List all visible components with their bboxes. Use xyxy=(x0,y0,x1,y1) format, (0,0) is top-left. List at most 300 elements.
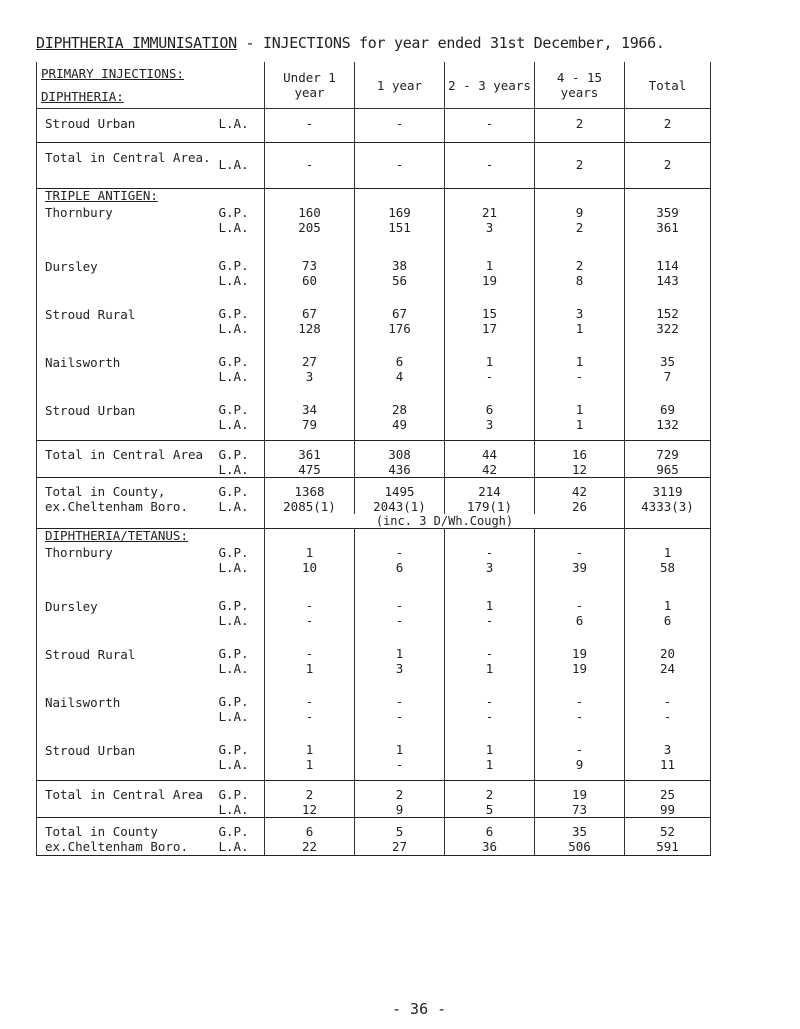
value-cell-gp: 6 xyxy=(485,824,494,839)
value-cell: - xyxy=(445,143,535,189)
value-cell-gp: 2 xyxy=(305,787,314,802)
value-cell xyxy=(535,733,625,781)
value-cell xyxy=(355,818,445,856)
area-cell xyxy=(37,529,217,589)
value-cell xyxy=(625,345,711,393)
value-cell-gp: 308 xyxy=(388,447,411,462)
triple-row xyxy=(37,249,711,297)
value-cell xyxy=(535,589,625,637)
value-cell-gp: 2 xyxy=(575,257,584,273)
value-cell xyxy=(265,781,355,818)
diphtheria-label: DIPHTHERIA: xyxy=(41,89,124,104)
value-cell-la: 151 xyxy=(388,220,411,235)
value-cell-gp: 152 xyxy=(656,305,679,321)
value-cell-gp: 67 xyxy=(301,305,318,321)
value-cell-gp: 52 xyxy=(659,824,676,839)
value-cell-gp: 1 xyxy=(485,257,494,273)
value-cell-gp: - xyxy=(395,597,404,613)
value-cell-la: 3 xyxy=(485,416,494,432)
value-cell xyxy=(625,685,711,733)
type-label-la: L.A. xyxy=(218,839,249,854)
value-cell-gp: - xyxy=(485,645,494,661)
value-cell-la: 591 xyxy=(656,839,679,854)
value-cell xyxy=(445,478,535,515)
type-label-la: L.A. xyxy=(218,320,249,336)
type-label-gp: G.P. xyxy=(218,824,249,839)
value-cell xyxy=(625,441,711,478)
value-cell-gp: 20 xyxy=(659,645,676,661)
value-cell-gp: - xyxy=(305,645,314,661)
type-label xyxy=(217,249,265,297)
value-cell xyxy=(355,297,445,345)
value-cell-gp: 160 xyxy=(298,205,321,220)
value-cell xyxy=(535,781,625,818)
value-cell-la: 1 xyxy=(485,660,494,676)
value-cell: - xyxy=(265,109,355,143)
type-label-gp: G.P. xyxy=(218,401,249,417)
value-cell-gp: - xyxy=(575,741,584,757)
value-cell: 2 xyxy=(535,109,625,143)
dt-row xyxy=(37,818,711,856)
value-cell-gp: - xyxy=(305,693,314,709)
area-cell xyxy=(37,345,217,393)
value-cell xyxy=(445,733,535,781)
area-cell xyxy=(37,685,217,733)
value-cell: 2 xyxy=(625,109,711,143)
value-cell-la: 8 xyxy=(575,272,584,288)
value-cell-gp: 3 xyxy=(663,741,672,757)
area-name: Dursley xyxy=(45,598,98,614)
dt-row xyxy=(37,589,711,637)
value-cell: 2 xyxy=(625,143,711,189)
value-cell-la: 99 xyxy=(659,802,676,817)
value-cell-gp: 44 xyxy=(481,447,498,462)
dt-row xyxy=(37,637,711,685)
value-cell-la: 1 xyxy=(305,660,314,676)
type-label-gp: G.P. xyxy=(218,741,249,757)
type-label: L.A. xyxy=(217,109,265,143)
value-cell-la: 60 xyxy=(301,272,318,288)
value-cell xyxy=(445,189,535,249)
area-cell xyxy=(37,637,217,685)
value-cell xyxy=(355,529,445,589)
type-label xyxy=(217,781,265,818)
value-cell xyxy=(535,297,625,345)
dt-row xyxy=(37,781,711,818)
value-cell-gp: 1368 xyxy=(294,484,325,499)
value-cell-gp: 1 xyxy=(575,353,584,369)
value-cell xyxy=(625,733,711,781)
value-cell-la: 3 xyxy=(395,660,404,676)
area-cell xyxy=(37,589,217,637)
type-label-gp: G.P. xyxy=(218,484,249,499)
value-cell-la: 1 xyxy=(305,756,314,772)
value-cell-la: 965 xyxy=(656,462,679,477)
col-2-3: 2 - 3 years xyxy=(445,62,535,109)
value-cell-la: 3 xyxy=(485,560,494,575)
area-name: Total in County ex.Cheltenham Boro. xyxy=(45,824,188,854)
value-cell-gp: - xyxy=(485,693,494,709)
value-cell-gp: 67 xyxy=(391,305,408,321)
value-cell xyxy=(445,685,535,733)
value-cell-gp: 1 xyxy=(575,401,584,417)
value-cell-la: 506 xyxy=(568,839,591,854)
value-cell-la: 2043(1) xyxy=(373,499,426,514)
value-cell-gp: 2 xyxy=(395,787,404,802)
area-cell xyxy=(37,297,217,345)
value-cell: - xyxy=(265,143,355,189)
value-cell-la: - xyxy=(305,708,314,724)
area-name: Stroud Rural xyxy=(45,646,136,662)
value-cell-gp: 1 xyxy=(395,741,404,757)
type-label-gp: G.P. xyxy=(218,645,249,661)
value-cell xyxy=(355,589,445,637)
value-cell xyxy=(625,393,711,441)
value-cell-la: 128 xyxy=(298,320,321,336)
triple-row xyxy=(37,345,711,393)
value-cell-la: - xyxy=(395,708,404,724)
value-cell-gp: 34 xyxy=(301,401,318,417)
type-label xyxy=(217,189,265,249)
value-cell-la: 56 xyxy=(391,272,408,288)
value-cell-gp: 6 xyxy=(305,824,314,839)
header-row xyxy=(37,62,711,109)
value-cell xyxy=(445,297,535,345)
value-cell-la: 132 xyxy=(656,416,679,432)
value-cell: - xyxy=(355,143,445,189)
triple-row xyxy=(37,441,711,478)
value-cell-la: - xyxy=(485,708,494,724)
diphtheria-row xyxy=(37,143,711,189)
value-cell xyxy=(625,189,711,249)
blank-cell xyxy=(217,514,265,529)
value-cell-la: 6 xyxy=(663,612,672,628)
value-cell-la: 12 xyxy=(571,462,588,477)
blank-cell xyxy=(37,514,217,529)
value-cell xyxy=(535,249,625,297)
area-cell xyxy=(37,781,217,818)
value-cell-la: - xyxy=(395,612,404,628)
type-label xyxy=(217,441,265,478)
value-cell-la: 36 xyxy=(481,839,498,854)
value-cell-la: 17 xyxy=(481,320,498,336)
type-label-la: L.A. xyxy=(218,462,249,477)
value-cell-la: 205 xyxy=(298,220,321,235)
dt-row xyxy=(37,529,711,589)
value-cell-gp: - xyxy=(575,545,584,560)
value-cell-la: - xyxy=(485,368,494,384)
value-cell-gp: 73 xyxy=(301,257,318,273)
immunisation-table xyxy=(36,62,711,856)
value-cell-gp: 214 xyxy=(478,484,501,499)
value-cell-gp: 359 xyxy=(656,205,679,220)
area-cell xyxy=(37,818,217,856)
value-cell-la: 58 xyxy=(659,560,676,575)
type-label-la: L.A. xyxy=(218,272,249,288)
value-cell-la: 179(1) xyxy=(466,499,513,514)
note-row xyxy=(37,514,711,529)
value-cell-la: 5 xyxy=(485,802,494,817)
value-cell xyxy=(535,637,625,685)
value-cell xyxy=(445,393,535,441)
value-cell-la: 24 xyxy=(659,660,676,676)
value-cell-la: 6 xyxy=(395,560,404,575)
col-total: Total xyxy=(625,62,711,109)
value-cell xyxy=(625,478,711,515)
value-cell xyxy=(445,345,535,393)
value-cell xyxy=(535,189,625,249)
type-label xyxy=(217,393,265,441)
value-cell-la: - xyxy=(305,612,314,628)
value-cell xyxy=(355,345,445,393)
value-cell-la: 9 xyxy=(575,756,584,772)
value-cell-la: 436 xyxy=(388,462,411,477)
value-cell xyxy=(265,685,355,733)
type-label-gp: G.P. xyxy=(218,353,249,369)
area-name: Total in County, ex.Cheltenham Boro. xyxy=(45,484,188,514)
area-name: Nailsworth xyxy=(45,694,121,710)
title-rest: - INJECTIONS for year ended 31st December, 1966. xyxy=(236,34,665,52)
value-cell-gp: 169 xyxy=(388,205,411,220)
type-label-gp: G.P. xyxy=(218,305,249,321)
type-label xyxy=(217,297,265,345)
value-cell-gp: 5 xyxy=(395,824,404,839)
value-cell-gp: 1495 xyxy=(384,484,415,499)
value-cell-la: 12 xyxy=(301,802,318,817)
col-4-15: 4 - 15 years xyxy=(535,62,625,109)
type-label-gp: G.P. xyxy=(218,257,249,273)
value-cell-gp: 1 xyxy=(663,597,672,613)
area-name: Thornbury xyxy=(45,205,113,220)
value-cell-gp: 25 xyxy=(659,787,676,802)
value-cell: - xyxy=(445,109,535,143)
type-label-la: L.A. xyxy=(218,802,249,817)
value-cell-la: 10 xyxy=(301,560,318,575)
value-cell-gp: 1 xyxy=(663,545,672,560)
value-cell-la: - xyxy=(663,708,672,724)
type-label-gp: G.P. xyxy=(218,447,249,462)
value-cell xyxy=(355,249,445,297)
type-label-la: L.A. xyxy=(218,560,249,575)
value-cell-gp: 6 xyxy=(485,401,494,417)
value-cell xyxy=(625,529,711,589)
value-cell-gp: - xyxy=(575,693,584,709)
type-label xyxy=(217,478,265,515)
document-title xyxy=(36,34,665,52)
value-cell-la: 6 xyxy=(575,612,584,628)
value-cell xyxy=(625,249,711,297)
diphtheria-row xyxy=(37,109,711,143)
value-cell-gp: 9 xyxy=(575,205,584,220)
value-cell-gp: - xyxy=(395,693,404,709)
area-cell xyxy=(37,249,217,297)
inclusion-note: (inc. 3 D/Wh.Cough) xyxy=(265,514,625,529)
type-label xyxy=(217,685,265,733)
value-cell-gp: 28 xyxy=(391,401,408,417)
value-cell-la: 4 xyxy=(395,368,404,384)
area-cell xyxy=(37,733,217,781)
value-cell xyxy=(445,249,535,297)
value-cell-la: - xyxy=(395,756,404,772)
type-label-gp: G.P. xyxy=(218,787,249,802)
value-cell-la: - xyxy=(575,368,584,384)
area-name: Total in Central Area xyxy=(45,787,204,802)
value-cell: - xyxy=(355,109,445,143)
triple-row xyxy=(37,393,711,441)
type-label-la: L.A. xyxy=(218,660,249,676)
type-label xyxy=(217,589,265,637)
value-cell xyxy=(445,529,535,589)
type-label-gp: G.P. xyxy=(218,205,249,220)
value-cell xyxy=(265,393,355,441)
value-cell xyxy=(625,818,711,856)
triple-section-heading: TRIPLE ANTIGEN: xyxy=(45,188,158,203)
value-cell-gp: 42 xyxy=(571,484,588,499)
value-cell-la: 2 xyxy=(575,220,584,235)
value-cell xyxy=(625,781,711,818)
value-cell xyxy=(355,685,445,733)
value-cell xyxy=(265,818,355,856)
value-cell-gp: - xyxy=(485,545,494,560)
value-cell-gp: 1 xyxy=(305,545,314,560)
value-cell xyxy=(355,189,445,249)
value-cell xyxy=(535,441,625,478)
value-cell xyxy=(265,637,355,685)
value-cell xyxy=(535,393,625,441)
area-name: Stroud Urban xyxy=(45,742,136,758)
value-cell xyxy=(445,589,535,637)
value-cell: 2 xyxy=(535,143,625,189)
value-cell-gp: 21 xyxy=(481,205,498,220)
value-cell-gp: 114 xyxy=(656,257,679,273)
type-label-la: L.A. xyxy=(218,416,249,432)
value-cell xyxy=(535,345,625,393)
dt-section-heading: DIPHTHERIA/TETANUS: xyxy=(45,528,188,543)
type-label-la: L.A. xyxy=(218,612,249,628)
value-cell-la: - xyxy=(575,708,584,724)
area-name: Total in Central Area. xyxy=(37,143,217,189)
value-cell-gp: 729 xyxy=(656,447,679,462)
type-label xyxy=(217,529,265,589)
area-name: Dursley xyxy=(45,258,98,274)
type-label-gp: G.P. xyxy=(218,597,249,613)
area-name: Nailsworth xyxy=(45,354,121,370)
value-cell-la: 79 xyxy=(301,416,318,432)
value-cell xyxy=(265,733,355,781)
value-cell-la: 2085(1) xyxy=(283,499,336,514)
value-cell-gp: 35 xyxy=(571,824,588,839)
value-cell xyxy=(265,297,355,345)
value-cell xyxy=(265,589,355,637)
value-cell-la: 143 xyxy=(656,272,679,288)
type-label xyxy=(217,818,265,856)
value-cell xyxy=(445,781,535,818)
area-cell xyxy=(37,393,217,441)
value-cell xyxy=(265,441,355,478)
value-cell xyxy=(625,589,711,637)
value-cell-gp: 2 xyxy=(485,787,494,802)
value-cell-la: 49 xyxy=(391,416,408,432)
value-cell xyxy=(355,393,445,441)
value-cell-la: 322 xyxy=(656,320,679,336)
value-cell-gp: 3 xyxy=(575,305,584,321)
value-cell xyxy=(445,818,535,856)
value-cell-gp: 1 xyxy=(485,741,494,757)
value-cell xyxy=(535,478,625,515)
value-cell-la: - xyxy=(485,612,494,628)
value-cell-gp: 1 xyxy=(485,597,494,613)
value-cell-la: 176 xyxy=(388,320,411,336)
col-under-1: Under 1 year xyxy=(265,62,355,109)
type-label: L.A. xyxy=(217,143,265,189)
header-left xyxy=(37,62,265,109)
value-cell-la: 19 xyxy=(571,660,588,676)
area-name: Total in Central Area xyxy=(45,447,204,462)
triple-row xyxy=(37,297,711,345)
value-cell-la: 361 xyxy=(656,220,679,235)
value-cell-la: 11 xyxy=(659,756,676,772)
value-cell xyxy=(265,478,355,515)
value-cell-la: 475 xyxy=(298,462,321,477)
value-cell-gp: 1 xyxy=(395,645,404,661)
value-cell-la: 1 xyxy=(485,756,494,772)
area-cell xyxy=(37,441,217,478)
value-cell xyxy=(355,637,445,685)
value-cell xyxy=(355,781,445,818)
value-cell-gp: 35 xyxy=(659,353,676,369)
triple-row xyxy=(37,189,711,249)
value-cell-gp: 69 xyxy=(659,401,676,417)
value-cell xyxy=(445,441,535,478)
value-cell-gp: - xyxy=(395,545,404,560)
value-cell-gp: 19 xyxy=(571,645,588,661)
value-cell-la: 3 xyxy=(485,220,494,235)
value-cell xyxy=(625,297,711,345)
value-cell xyxy=(535,529,625,589)
value-cell-gp: 16 xyxy=(571,447,588,462)
value-cell xyxy=(355,733,445,781)
value-cell xyxy=(265,345,355,393)
value-cell-gp: 38 xyxy=(391,257,408,273)
value-cell xyxy=(625,637,711,685)
value-cell-gp: - xyxy=(575,597,584,613)
type-label-la: L.A. xyxy=(218,708,249,724)
value-cell xyxy=(265,529,355,589)
value-cell-gp: - xyxy=(305,597,314,613)
value-cell xyxy=(265,249,355,297)
value-cell-la: 1 xyxy=(575,320,584,336)
type-label-la: L.A. xyxy=(218,220,249,235)
value-cell xyxy=(535,818,625,856)
value-cell xyxy=(355,441,445,478)
value-cell-gp: 361 xyxy=(298,447,321,462)
value-cell xyxy=(355,478,445,515)
primary-injections-label: PRIMARY INJECTIONS: xyxy=(41,66,184,81)
type-label xyxy=(217,637,265,685)
type-label-la: L.A. xyxy=(218,499,249,514)
title-underlined: DIPHTHERIA IMMUNISATION xyxy=(36,34,237,52)
page-number: - 36 - xyxy=(392,1000,447,1018)
value-cell-la: 1 xyxy=(575,416,584,432)
type-label xyxy=(217,345,265,393)
value-cell xyxy=(535,685,625,733)
value-cell-gp: 27 xyxy=(301,353,318,369)
value-cell xyxy=(445,637,535,685)
value-cell-gp: - xyxy=(663,693,672,709)
type-label-gp: G.P. xyxy=(218,545,249,560)
value-cell-gp: 1 xyxy=(485,353,494,369)
value-cell-la: 42 xyxy=(481,462,498,477)
